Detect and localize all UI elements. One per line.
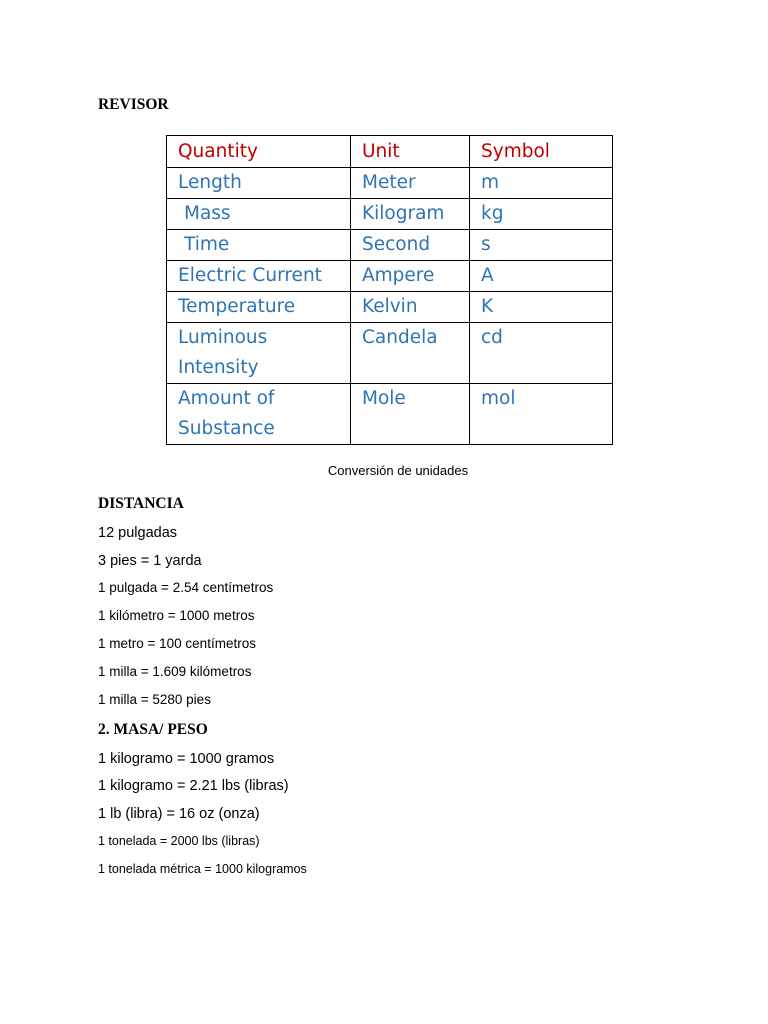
conversion-line: 3 pies = 1 yarda (98, 553, 202, 569)
header-quantity: Quantity (167, 136, 351, 168)
table-row (167, 384, 613, 445)
conversion-line: 1 metro = 100 centímetros (98, 636, 256, 651)
conversion-line: 1 kilogramo = 2.21 lbs (libras) (98, 778, 289, 794)
conversion-line: 1 pulgada = 2.54 centímetros (98, 580, 274, 595)
cell-quantity: Mass (167, 199, 351, 230)
table-row (167, 168, 613, 199)
conversion-line: 1 milla = 1.609 kilómetros (98, 664, 252, 679)
conversion-line: 12 pulgadas (98, 525, 178, 541)
cell-quantity: Length (167, 168, 351, 199)
cell-quantity: Luminous Intensity (167, 323, 351, 384)
cell-quantity: Temperature (167, 292, 351, 323)
conversion-line: 1 lb (libra) = 16 oz (onza) (98, 806, 260, 822)
table-row (167, 292, 613, 323)
cell-unit: Meter (351, 168, 470, 199)
cell-quantity: Electric Current (167, 261, 351, 292)
cell-unit: Kelvin (351, 292, 470, 323)
header-unit: Unit (351, 136, 470, 168)
conversion-line: 1 milla = 5280 pies (98, 692, 211, 707)
conversion-line: 1 tonelada = 2000 lbs (libras) (98, 834, 260, 848)
cell-unit: Second (351, 230, 470, 261)
table-header-row (167, 136, 613, 168)
cell-symbol: s (470, 230, 613, 261)
cell-symbol: A (470, 261, 613, 292)
cell-symbol: mol (470, 384, 613, 445)
cell-symbol: cd (470, 323, 613, 384)
table-row (167, 199, 613, 230)
conversion-line: 1 kilogramo = 1000 gramos (98, 751, 275, 767)
section-heading-distancia: DISTANCIA (98, 495, 184, 512)
section-heading-masa: 2. MASA/ PESO (98, 721, 208, 738)
cell-quantity: Time (167, 230, 351, 261)
header-symbol: Symbol (470, 136, 613, 168)
table-row (167, 323, 613, 384)
cell-unit: Mole (351, 384, 470, 445)
document-title: REVISOR (98, 96, 169, 113)
si-units-table (166, 135, 613, 445)
conversion-line: 1 kilómetro = 1000 metros (98, 608, 255, 623)
table-row (167, 261, 613, 292)
cell-unit: Candela (351, 323, 470, 384)
table-row (167, 230, 613, 261)
cell-symbol: K (470, 292, 613, 323)
cell-unit: Ampere (351, 261, 470, 292)
cell-symbol: m (470, 168, 613, 199)
conversion-line: 1 tonelada métrica = 1000 kilogramos (98, 862, 307, 876)
cell-unit: Kilogram (351, 199, 470, 230)
table-caption: Conversión de unidades (327, 463, 469, 478)
cell-symbol: kg (470, 199, 613, 230)
cell-quantity: Amount of Substance (167, 384, 351, 445)
